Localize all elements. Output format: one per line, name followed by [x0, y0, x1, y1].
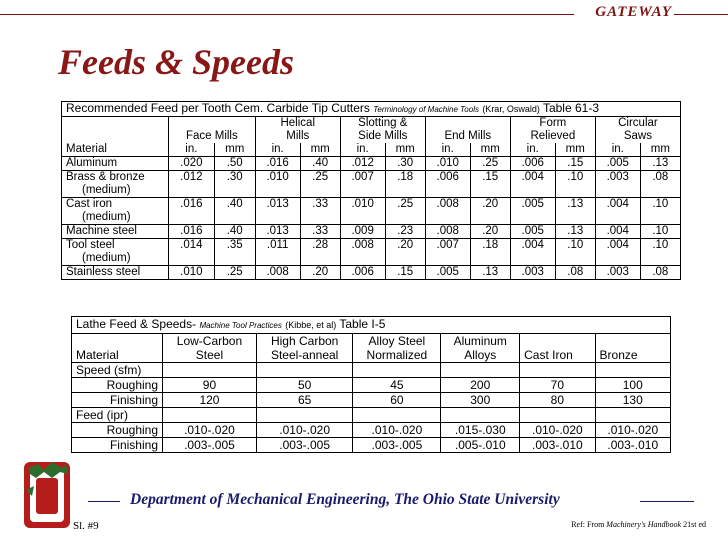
value-cell: .005 [425, 266, 470, 280]
section-label: Feed (ipr) [72, 408, 163, 423]
table1-group-row2 [62, 130, 681, 143]
table2-head-row2 [72, 348, 671, 363]
material-sub: (medium) [82, 211, 131, 223]
table-row [62, 225, 681, 239]
empty-cell [520, 408, 595, 423]
value-cell: 80 [520, 393, 595, 408]
table2-caption [72, 317, 671, 334]
value-cell: .009 [340, 225, 385, 239]
head-cell [520, 334, 595, 349]
group-head: Saws [595, 130, 680, 143]
head-cell: Steel-anneal [256, 348, 352, 363]
material-cell [62, 266, 169, 280]
empty-cell [256, 363, 352, 378]
table1-caption [62, 102, 681, 117]
table2-caption-main: Lathe Feed & Speeds- [76, 317, 197, 331]
value-cell: .010 [169, 266, 215, 280]
group-head [425, 117, 510, 131]
value-cell: .20 [300, 266, 340, 280]
row-label: Finishing [72, 393, 163, 408]
gateway-label: GATEWAY [595, 4, 672, 20]
ref-book: Machinery's Handbook [606, 520, 682, 529]
unit-cell: in. [425, 143, 470, 157]
value-cell: .020 [169, 157, 215, 171]
ref-suffix: 21st ed [681, 520, 706, 529]
material-header: Material [62, 143, 169, 157]
value-cell: .006 [510, 157, 555, 171]
value-cell: .006 [340, 266, 385, 280]
value-cell: .13 [470, 266, 510, 280]
ohio-state-logo [22, 460, 72, 532]
value-cell: .004 [510, 239, 555, 266]
value-cell: .012 [340, 157, 385, 171]
material-name: Brass & bronze [66, 171, 145, 183]
value-cell: .016 [169, 198, 215, 225]
value-cell: .10 [640, 225, 680, 239]
value-cell: .33 [300, 225, 340, 239]
material-sub: (medium) [82, 184, 131, 196]
value-cell: .010 [340, 198, 385, 225]
value-cell: .10 [640, 198, 680, 225]
value-cell: .25 [300, 171, 340, 198]
head-cell: Bronze [595, 348, 670, 363]
material-name: Stainless steel [66, 266, 141, 278]
value-cell: .003 [595, 171, 640, 198]
value-cell: .008 [425, 225, 470, 239]
empty-cell [163, 363, 257, 378]
value-cell: .007 [340, 171, 385, 198]
unit-cell: in. [510, 143, 555, 157]
value-cell: .005 [595, 157, 640, 171]
value-cell: .003 [595, 266, 640, 280]
feed-per-tooth-table [61, 101, 681, 280]
row-label: Roughing [72, 378, 163, 393]
value-cell: .004 [595, 225, 640, 239]
table1-caption-ref: Terminology of Machine Tools [373, 105, 479, 114]
value-cell: .20 [470, 198, 510, 225]
value-cell: .28 [300, 239, 340, 266]
head-cell: Cast Iron [520, 348, 595, 363]
value-cell: .10 [555, 239, 595, 266]
empty-cell [441, 408, 520, 423]
value-cell: .25 [385, 198, 425, 225]
footer-rule-right [640, 501, 694, 502]
value-cell: 45 [353, 378, 441, 393]
value-cell: .15 [470, 171, 510, 198]
material-name: Aluminum [66, 157, 118, 169]
value-cell: .40 [214, 198, 255, 225]
group-head: Relieved [510, 130, 595, 143]
table1-corner [62, 117, 169, 131]
empty-cell [353, 408, 441, 423]
table-row [62, 239, 681, 266]
table2-body [72, 363, 671, 453]
value-cell: .003-.005 [353, 438, 441, 453]
value-cell: .016 [169, 225, 215, 239]
value-cell: 120 [163, 393, 257, 408]
value-cell: .013 [255, 225, 300, 239]
head-cell: Low-Carbon [163, 334, 257, 349]
unit-cell: in. [595, 143, 640, 157]
slide-number: Sl. #9 [73, 520, 99, 532]
value-cell: .08 [640, 171, 680, 198]
value-cell: .005 [510, 225, 555, 239]
value-cell: .30 [385, 157, 425, 171]
footer-rule-left [88, 501, 120, 502]
value-cell: .10 [555, 171, 595, 198]
value-cell: .13 [640, 157, 680, 171]
value-cell: .010-.020 [163, 423, 257, 438]
material-name: Tool steel [66, 239, 115, 251]
table1-caption-main: Recommended Feed per Tooth Cem. Carbide Tip Cutters [66, 101, 370, 115]
value-cell: .010 [425, 157, 470, 171]
value-cell: 130 [595, 393, 670, 408]
value-cell: .003-.005 [256, 438, 352, 453]
table1-body [62, 157, 681, 280]
value-cell: .10 [640, 239, 680, 266]
value-cell: .007 [425, 239, 470, 266]
head-cell: High Carbon [256, 334, 352, 349]
value-cell: 70 [520, 378, 595, 393]
row-label: Finishing [72, 438, 163, 453]
head-cell [595, 334, 670, 349]
value-cell: 65 [256, 393, 352, 408]
value-cell: .005-.010 [441, 438, 520, 453]
table-row [62, 198, 681, 225]
value-cell: .010-.020 [256, 423, 352, 438]
header-rule-right [674, 14, 728, 15]
table1-caption-author: (Krar, Oswald) [482, 104, 540, 114]
department-name: Department of Mechanical Engineering, The Ohio State University [130, 491, 560, 508]
material-sub: (medium) [82, 252, 131, 264]
head-cell: Steel [163, 348, 257, 363]
value-cell: .003-.010 [520, 438, 595, 453]
empty-cell [595, 363, 670, 378]
table-row [72, 393, 671, 408]
unit-cell: in. [169, 143, 215, 157]
lathe-feed-speed-table [71, 316, 671, 453]
group-head: Face Mills [169, 130, 256, 143]
value-cell: .20 [470, 225, 510, 239]
section-row [72, 363, 671, 378]
value-cell: .003-.010 [595, 438, 670, 453]
unit-cell: mm [300, 143, 340, 157]
value-cell: .50 [214, 157, 255, 171]
value-cell: .011 [255, 239, 300, 266]
group-head: Form [510, 117, 595, 131]
unit-cell: mm [640, 143, 680, 157]
group-head: Mills [255, 130, 340, 143]
empty-cell [256, 408, 352, 423]
table-row [62, 157, 681, 171]
ref-prefix: Ref: From [571, 520, 607, 529]
unit-cell: mm [555, 143, 595, 157]
row-label: Roughing [72, 423, 163, 438]
value-cell: .014 [169, 239, 215, 266]
table1-caption-table: Table 61-3 [542, 101, 599, 115]
group-head: Slotting & [340, 117, 425, 131]
material-cell [62, 171, 169, 198]
head-cell: Alloys [441, 348, 520, 363]
value-cell: .35 [214, 239, 255, 266]
value-cell: 60 [353, 393, 441, 408]
head-cell: Alloy Steel [353, 334, 441, 349]
head-cell: Aluminum [441, 334, 520, 349]
material-cell [62, 157, 169, 171]
value-cell: .40 [214, 225, 255, 239]
value-cell: 200 [441, 378, 520, 393]
value-cell: .08 [640, 266, 680, 280]
material-header: Material [72, 348, 163, 363]
value-cell: .005 [510, 198, 555, 225]
section-row [72, 408, 671, 423]
value-cell: 100 [595, 378, 670, 393]
value-cell: .004 [510, 171, 555, 198]
value-cell: .016 [255, 157, 300, 171]
table2-caption-author: (Kibbe, et al) [285, 320, 337, 330]
value-cell: .40 [300, 157, 340, 171]
unit-cell: mm [470, 143, 510, 157]
material-cell [62, 239, 169, 266]
material-cell [62, 198, 169, 225]
table1-corner [62, 130, 169, 143]
empty-cell [441, 363, 520, 378]
head-cell: Normalized [353, 348, 441, 363]
value-cell: .013 [255, 198, 300, 225]
value-cell: .25 [214, 266, 255, 280]
header-rule-left [0, 14, 574, 15]
value-cell: .23 [385, 225, 425, 239]
table-row [72, 423, 671, 438]
material-cell [62, 225, 169, 239]
value-cell: .015-.030 [441, 423, 520, 438]
value-cell: .008 [340, 239, 385, 266]
value-cell: .004 [595, 198, 640, 225]
value-cell: .003-.005 [163, 438, 257, 453]
table-row [62, 266, 681, 280]
value-cell: .15 [385, 266, 425, 280]
value-cell: .20 [385, 239, 425, 266]
value-cell: .18 [470, 239, 510, 266]
group-head: Circular [595, 117, 680, 131]
page-title: Feeds & Speeds [58, 42, 294, 82]
value-cell: .13 [555, 198, 595, 225]
value-cell: 90 [163, 378, 257, 393]
value-cell: .25 [470, 157, 510, 171]
table1-unit-row [62, 143, 681, 157]
value-cell: .18 [385, 171, 425, 198]
table2-corner [72, 334, 163, 349]
empty-cell [353, 363, 441, 378]
material-name: Cast iron [66, 198, 113, 210]
table1-group-row1 [62, 117, 681, 131]
table-row [72, 378, 671, 393]
value-cell: .010-.020 [353, 423, 441, 438]
value-cell: 300 [441, 393, 520, 408]
group-head: Side Mills [340, 130, 425, 143]
table-row [72, 438, 671, 453]
group-head: End Mills [425, 130, 510, 143]
group-head [169, 117, 256, 131]
table2-caption-ref: Machine Tool Practices [199, 321, 282, 330]
value-cell: .010 [255, 171, 300, 198]
group-head: Helical [255, 117, 340, 131]
empty-cell [163, 408, 257, 423]
reference-note [571, 520, 706, 529]
table2-caption-table: Table I-5 [339, 317, 386, 331]
value-cell: .008 [425, 198, 470, 225]
unit-cell: mm [214, 143, 255, 157]
value-cell: .15 [555, 157, 595, 171]
value-cell: .012 [169, 171, 215, 198]
value-cell: .003 [510, 266, 555, 280]
material-name: Machine steel [66, 225, 137, 237]
table2-head-row1 [72, 334, 671, 349]
empty-cell [595, 408, 670, 423]
value-cell: .08 [555, 266, 595, 280]
empty-cell [520, 363, 595, 378]
unit-cell: mm [385, 143, 425, 157]
value-cell: 50 [256, 378, 352, 393]
section-label: Speed (sfm) [72, 363, 163, 378]
value-cell: .008 [255, 266, 300, 280]
unit-cell: in. [340, 143, 385, 157]
value-cell: .010-.020 [595, 423, 670, 438]
value-cell: .13 [555, 225, 595, 239]
table-row [62, 171, 681, 198]
unit-cell: in. [255, 143, 300, 157]
value-cell: .006 [425, 171, 470, 198]
value-cell: .004 [595, 239, 640, 266]
value-cell: .010-.020 [520, 423, 595, 438]
value-cell: .30 [214, 171, 255, 198]
value-cell: .33 [300, 198, 340, 225]
